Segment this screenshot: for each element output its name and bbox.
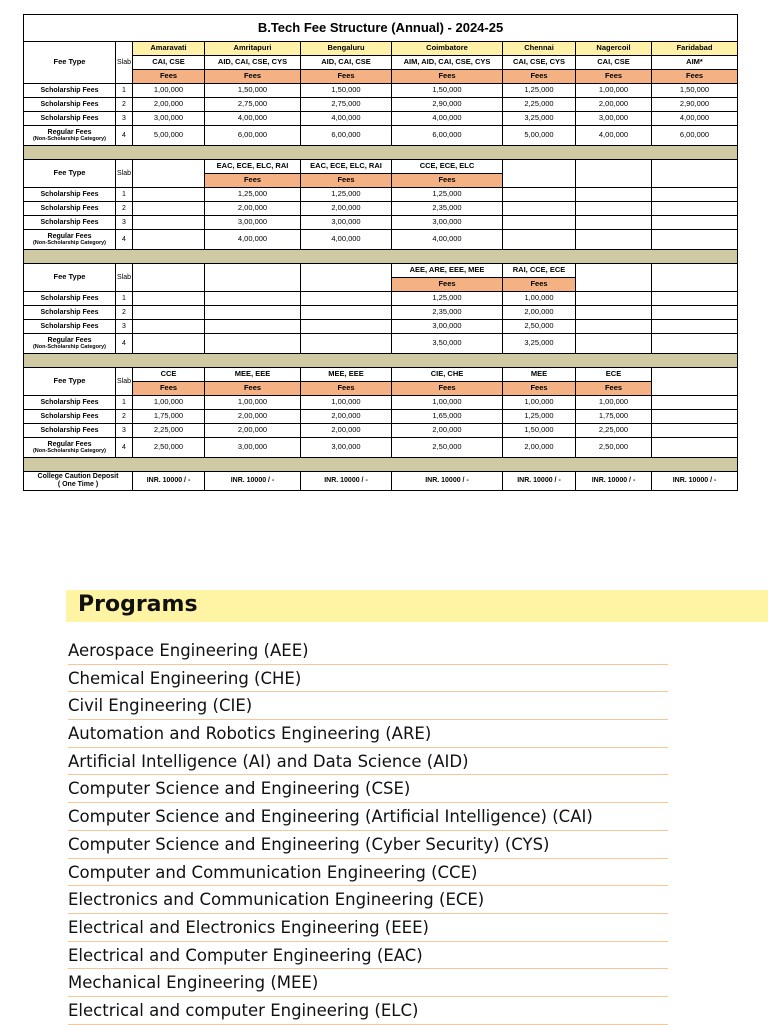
fee-row-label-text: Regular Fees	[47, 336, 92, 344]
program-codes: CCE	[133, 368, 205, 382]
fee-value: 1,00,000	[133, 396, 205, 410]
block-separator	[24, 458, 738, 472]
campus-name: Amritapuri	[205, 42, 301, 56]
fee-row-label	[24, 320, 116, 334]
fee-value: 3,00,000	[205, 438, 301, 458]
empty-cell	[301, 292, 392, 306]
empty-cell	[205, 306, 301, 320]
fee-value: 2,00,000	[205, 424, 301, 438]
fee-row-label	[24, 202, 116, 216]
slab-number: 4	[116, 230, 133, 250]
fees-header: Fees	[392, 278, 503, 292]
program-item: Electrical and Computer Engineering (EAC)	[68, 942, 668, 970]
fee-row-label	[24, 410, 116, 424]
empty-cell	[205, 334, 301, 354]
fee-value: 2,35,000	[392, 202, 503, 216]
fee-row-label	[24, 126, 116, 146]
fees-header: Fees	[503, 70, 576, 84]
regular-fees-note: (Non-Scholarship Category)	[32, 344, 107, 351]
empty-cell	[503, 188, 576, 202]
table-row	[24, 368, 738, 382]
block-separator	[24, 354, 738, 368]
fee-value: 2,50,000	[133, 438, 205, 458]
caution-deposit-text: College Caution Deposit	[37, 473, 119, 481]
table-row	[24, 216, 738, 230]
empty-cell	[576, 202, 652, 216]
fee-row-label-text: Scholarship Fees	[40, 114, 99, 122]
fee-value: 4,00,000	[652, 112, 738, 126]
fee-value: 2,00,000	[133, 98, 205, 112]
table-row	[24, 292, 738, 306]
fee-value: 2,35,000	[392, 306, 503, 320]
fee-value: 2,00,000	[301, 424, 392, 438]
empty-cell	[301, 334, 392, 354]
fee-value: 3,00,000	[133, 112, 205, 126]
fee-value: 1,50,000	[392, 84, 503, 98]
empty-cell	[576, 216, 652, 230]
table-row	[24, 438, 738, 458]
fee-value: 2,50,000	[503, 320, 576, 334]
fee-type-header: Fee Type	[24, 160, 116, 188]
empty-cell	[576, 230, 652, 250]
slab-number: 1	[116, 84, 133, 98]
fee-value: 2,75,000	[301, 98, 392, 112]
regular-fees-note: (Non-Scholarship Category)	[32, 448, 107, 455]
empty-cell	[652, 264, 738, 292]
fee-row-label-text: Scholarship Fees	[40, 86, 99, 94]
fees-header: Fees	[503, 382, 576, 396]
fees-header: Fees	[133, 382, 205, 396]
empty-cell	[652, 188, 738, 202]
table-row	[24, 264, 738, 278]
fees-header: Fees	[301, 70, 392, 84]
fee-value: 1,00,000	[503, 292, 576, 306]
empty-cell	[133, 216, 205, 230]
fee-row-label-text: Scholarship Fees	[40, 322, 99, 330]
deposit-value: INR. 10000 / -	[503, 472, 576, 491]
fee-row-label	[24, 112, 116, 126]
empty-cell	[205, 320, 301, 334]
empty-cell	[652, 216, 738, 230]
table-row	[24, 84, 738, 98]
table-row	[24, 410, 738, 424]
table-row	[24, 472, 738, 491]
fee-value: 3,00,000	[392, 320, 503, 334]
empty-cell	[133, 188, 205, 202]
block-separator	[24, 250, 738, 264]
deposit-value: INR. 10000 / -	[133, 472, 205, 491]
fees-header: Fees	[392, 70, 503, 84]
fee-value: 1,50,000	[205, 84, 301, 98]
empty-cell	[576, 306, 652, 320]
program-item: Electrical and computer Engineering (ELC)	[68, 997, 668, 1025]
empty-cell	[652, 202, 738, 216]
program-item: Computer Science and Engineering (Cyber Security) (CYS)	[68, 831, 668, 859]
program-codes: MEE, EEE	[205, 368, 301, 382]
table-row	[24, 202, 738, 216]
fee-value: 6,00,000	[652, 126, 738, 146]
empty-cell	[503, 230, 576, 250]
fee-row-label-text: Scholarship Fees	[40, 218, 99, 226]
fees-header: Fees	[652, 70, 738, 84]
programs-banner	[66, 590, 768, 622]
fee-row-label-text: Scholarship Fees	[40, 204, 99, 212]
slab-number: 3	[116, 320, 133, 334]
fee-value: 2,00,000	[503, 438, 576, 458]
program-item: Computer and Communication Engineering (CCE)	[68, 859, 668, 887]
program-codes: EAC, ECE, ELC, RAI	[301, 160, 392, 174]
fee-value: 2,00,000	[392, 424, 503, 438]
fee-row-label	[24, 396, 116, 410]
slab-number: 4	[116, 126, 133, 146]
fees-header: Fees	[205, 174, 301, 188]
empty-cell	[652, 424, 738, 438]
fee-value: 1,00,000	[133, 84, 205, 98]
fee-value: 6,00,000	[205, 126, 301, 146]
fee-value: 1,00,000	[205, 396, 301, 410]
table-row	[24, 146, 738, 160]
fee-row-label-text: Regular Fees	[47, 128, 92, 136]
fees-header: Fees	[576, 382, 652, 396]
empty-cell	[576, 334, 652, 354]
fee-value: 4,00,000	[392, 230, 503, 250]
program-codes: AIM*	[652, 56, 738, 70]
fee-value: 4,00,000	[576, 126, 652, 146]
fee-value: 1,00,000	[392, 396, 503, 410]
fee-value: 2,00,000	[205, 410, 301, 424]
fee-row-label	[24, 292, 116, 306]
program-codes: CAI, CSE	[133, 56, 205, 70]
fee-value: 1,00,000	[576, 396, 652, 410]
program-codes: EAC, ECE, ELC, RAI	[205, 160, 301, 174]
table-row	[24, 424, 738, 438]
fees-header: Fees	[392, 382, 503, 396]
empty-cell	[133, 264, 205, 292]
slab-number: 3	[116, 216, 133, 230]
table-row	[24, 396, 738, 410]
fee-row-label-text: Scholarship Fees	[40, 308, 99, 316]
fee-value: 3,00,000	[576, 112, 652, 126]
fee-row-label-text: Scholarship Fees	[40, 412, 99, 420]
table-row	[24, 112, 738, 126]
fees-header: Fees	[133, 70, 205, 84]
program-item: Computer Science and Engineering (Artificial Intelligence) (CAI)	[68, 803, 668, 831]
fee-value: 2,00,000	[301, 202, 392, 216]
fee-value: 1,25,000	[503, 410, 576, 424]
fee-value: 3,25,000	[503, 112, 576, 126]
table-row	[24, 98, 738, 112]
empty-cell	[133, 320, 205, 334]
empty-cell	[576, 160, 652, 188]
fee-value: 1,00,000	[576, 84, 652, 98]
fee-value: 4,00,000	[301, 112, 392, 126]
fees-header: Fees	[205, 70, 301, 84]
empty-cell	[652, 320, 738, 334]
table-row	[24, 320, 738, 334]
slab-number: 1	[116, 396, 133, 410]
deposit-value: INR. 10000 / -	[652, 472, 738, 491]
fee-row-label	[24, 230, 116, 250]
fee-row-label	[24, 334, 116, 354]
program-item: Electrical and Electronics Engineering (EEE)	[68, 914, 668, 942]
fee-value: 1,25,000	[205, 188, 301, 202]
fee-row-label	[24, 216, 116, 230]
fee-value: 1,75,000	[133, 410, 205, 424]
slab-number: 4	[116, 438, 133, 458]
empty-cell	[301, 306, 392, 320]
fee-row-label	[24, 98, 116, 112]
fee-value: 1,25,000	[503, 84, 576, 98]
program-codes: AEE, ARE, EEE, MEE	[392, 264, 503, 278]
empty-cell	[133, 230, 205, 250]
campus-name: Nagercoil	[576, 42, 652, 56]
campus-name: Faridabad	[652, 42, 738, 56]
table-row	[24, 306, 738, 320]
slab-header: Slab	[116, 264, 133, 292]
fee-row-label-text: Scholarship Fees	[40, 426, 99, 434]
fee-value: 2,50,000	[576, 438, 652, 458]
program-item: Aerospace Engineering (AEE)	[68, 637, 668, 665]
fee-value: 5,00,000	[503, 126, 576, 146]
table-row	[24, 334, 738, 354]
empty-cell	[133, 202, 205, 216]
slab-number: 1	[116, 292, 133, 306]
slab-number: 3	[116, 424, 133, 438]
fee-value: 1,65,000	[392, 410, 503, 424]
fee-value: 1,00,000	[301, 396, 392, 410]
slab-header: Slab	[116, 368, 133, 396]
table-row	[24, 250, 738, 264]
program-codes: AID, CAI, CSE, CYS	[205, 56, 301, 70]
fee-row-label	[24, 438, 116, 458]
fee-value: 1,00,000	[503, 396, 576, 410]
fee-type-header: Fee Type	[24, 42, 116, 84]
fee-value: 4,00,000	[392, 112, 503, 126]
program-item: Civil Engineering (CIE)	[68, 692, 668, 720]
fee-value: 2,25,000	[503, 98, 576, 112]
fee-value: 6,00,000	[301, 126, 392, 146]
table-row	[24, 160, 738, 174]
fee-row-label-text: Scholarship Fees	[40, 398, 99, 406]
caution-deposit-label	[24, 472, 133, 491]
deposit-value: INR. 10000 / -	[576, 472, 652, 491]
fee-value: 2,90,000	[652, 98, 738, 112]
empty-cell	[205, 264, 301, 292]
fee-value: 4,00,000	[301, 230, 392, 250]
slab-number: 2	[116, 98, 133, 112]
fee-row-label	[24, 424, 116, 438]
fee-value: 1,50,000	[301, 84, 392, 98]
program-codes: AID, CAI, CSE	[301, 56, 392, 70]
table-row	[24, 188, 738, 202]
table-row	[24, 126, 738, 146]
empty-cell	[576, 292, 652, 306]
campus-name: Coimbatore	[392, 42, 503, 56]
table-title: B.Tech Fee Structure (Annual) - 2024-25	[24, 15, 738, 42]
fee-value: 2,50,000	[392, 438, 503, 458]
fee-row-label	[24, 188, 116, 202]
program-item: Artificial Intelligence (AI) and Data Science (AID)	[68, 748, 668, 776]
fee-row-label-text: Scholarship Fees	[40, 190, 99, 198]
caution-deposit-note: ( One Time )	[57, 481, 99, 488]
empty-cell	[652, 160, 738, 188]
slab-number: 2	[116, 202, 133, 216]
fees-header: Fees	[301, 174, 392, 188]
empty-cell	[576, 320, 652, 334]
program-item: Chemical Engineering (CHE)	[68, 665, 668, 693]
fee-structure-table	[23, 14, 738, 491]
deposit-value: INR. 10000 / -	[392, 472, 503, 491]
program-codes: AIM, AID, CAI, CSE, CYS	[392, 56, 503, 70]
program-item: Automation and Robotics Engineering (ARE)	[68, 720, 668, 748]
fee-value: 1,25,000	[392, 188, 503, 202]
empty-cell	[652, 410, 738, 424]
empty-cell	[301, 264, 392, 292]
fee-value: 4,00,000	[205, 112, 301, 126]
fee-value: 1,25,000	[301, 188, 392, 202]
fees-header: Fees	[503, 278, 576, 292]
fee-value: 3,00,000	[392, 216, 503, 230]
campus-name: Bengaluru	[301, 42, 392, 56]
empty-cell	[133, 292, 205, 306]
fee-value: 3,00,000	[205, 216, 301, 230]
table-row	[24, 42, 738, 56]
fee-value: 1,25,000	[392, 292, 503, 306]
fee-row-label-text: Regular Fees	[47, 440, 92, 448]
empty-cell	[576, 188, 652, 202]
empty-cell	[652, 292, 738, 306]
program-item: Computer Science and Engineering (CSE)	[68, 775, 668, 803]
fee-row-label	[24, 306, 116, 320]
regular-fees-note: (Non-Scholarship Category)	[32, 136, 107, 143]
slab-number: 2	[116, 410, 133, 424]
fee-value: 3,00,000	[301, 216, 392, 230]
deposit-value: INR. 10000 / -	[205, 472, 301, 491]
slab-number: 2	[116, 306, 133, 320]
fee-value: 3,00,000	[301, 438, 392, 458]
fees-header: Fees	[576, 70, 652, 84]
empty-cell	[133, 306, 205, 320]
fee-row-label	[24, 84, 116, 98]
empty-cell	[652, 334, 738, 354]
slab-header: Slab	[116, 160, 133, 188]
fee-value: 2,00,000	[576, 98, 652, 112]
program-codes: CAI, CSE, CYS	[503, 56, 576, 70]
fee-value: 4,00,000	[205, 230, 301, 250]
fee-value: 1,50,000	[503, 424, 576, 438]
program-codes: CCE, ECE, ELC	[392, 160, 503, 174]
slab-number: 1	[116, 188, 133, 202]
empty-cell	[133, 160, 205, 188]
empty-cell	[652, 306, 738, 320]
deposit-value: INR. 10000 / -	[301, 472, 392, 491]
program-item: Electronics and Communication Engineering (ECE)	[68, 886, 668, 914]
fee-value: 6,00,000	[392, 126, 503, 146]
slab-header: Slab	[116, 42, 133, 84]
empty-cell	[652, 396, 738, 410]
table-row	[24, 458, 738, 472]
empty-cell	[503, 202, 576, 216]
program-codes: MEE	[503, 368, 576, 382]
fee-type-header: Fee Type	[24, 264, 116, 292]
program-item: Mechanical Engineering (MEE)	[68, 969, 668, 997]
fee-value: 1,75,000	[576, 410, 652, 424]
fee-row-label-text: Scholarship Fees	[40, 294, 99, 302]
table-row	[24, 230, 738, 250]
empty-cell	[652, 438, 738, 458]
program-codes: CIE, CHE	[392, 368, 503, 382]
program-codes: MEE, EEE	[301, 368, 392, 382]
program-codes: RAI, CCE, ECE	[503, 264, 576, 278]
fee-row-label-text: Scholarship Fees	[40, 100, 99, 108]
slab-number: 3	[116, 112, 133, 126]
fee-value: 2,90,000	[392, 98, 503, 112]
program-codes: CAI, CSE	[576, 56, 652, 70]
programs-heading: Programs	[78, 592, 198, 617]
fees-header: Fees	[205, 382, 301, 396]
slab-number: 4	[116, 334, 133, 354]
fees-header: Fees	[392, 174, 503, 188]
table-row	[24, 354, 738, 368]
fee-value: 2,00,000	[205, 202, 301, 216]
regular-fees-note: (Non-Scholarship Category)	[32, 240, 107, 247]
empty-cell	[652, 230, 738, 250]
fee-value: 2,00,000	[503, 306, 576, 320]
empty-cell	[205, 292, 301, 306]
empty-cell	[133, 334, 205, 354]
fee-value: 1,50,000	[652, 84, 738, 98]
fee-value: 2,00,000	[301, 410, 392, 424]
fee-type-header: Fee Type	[24, 368, 116, 396]
block-separator	[24, 146, 738, 160]
program-list	[68, 637, 668, 1025]
fee-value: 2,25,000	[576, 424, 652, 438]
campus-name: Amaravati	[133, 42, 205, 56]
fee-value: 5,00,000	[133, 126, 205, 146]
fees-header: Fees	[301, 382, 392, 396]
fee-row-label-text: Regular Fees	[47, 232, 92, 240]
campus-name: Chennai	[503, 42, 576, 56]
program-codes: ECE	[576, 368, 652, 382]
empty-cell	[652, 368, 738, 396]
empty-cell	[503, 160, 576, 188]
empty-cell	[301, 320, 392, 334]
fee-value: 3,50,000	[392, 334, 503, 354]
fee-value: 3,25,000	[503, 334, 576, 354]
empty-cell	[576, 264, 652, 292]
empty-cell	[503, 216, 576, 230]
table-row	[24, 15, 738, 42]
fee-value: 2,75,000	[205, 98, 301, 112]
fee-value: 2,25,000	[133, 424, 205, 438]
